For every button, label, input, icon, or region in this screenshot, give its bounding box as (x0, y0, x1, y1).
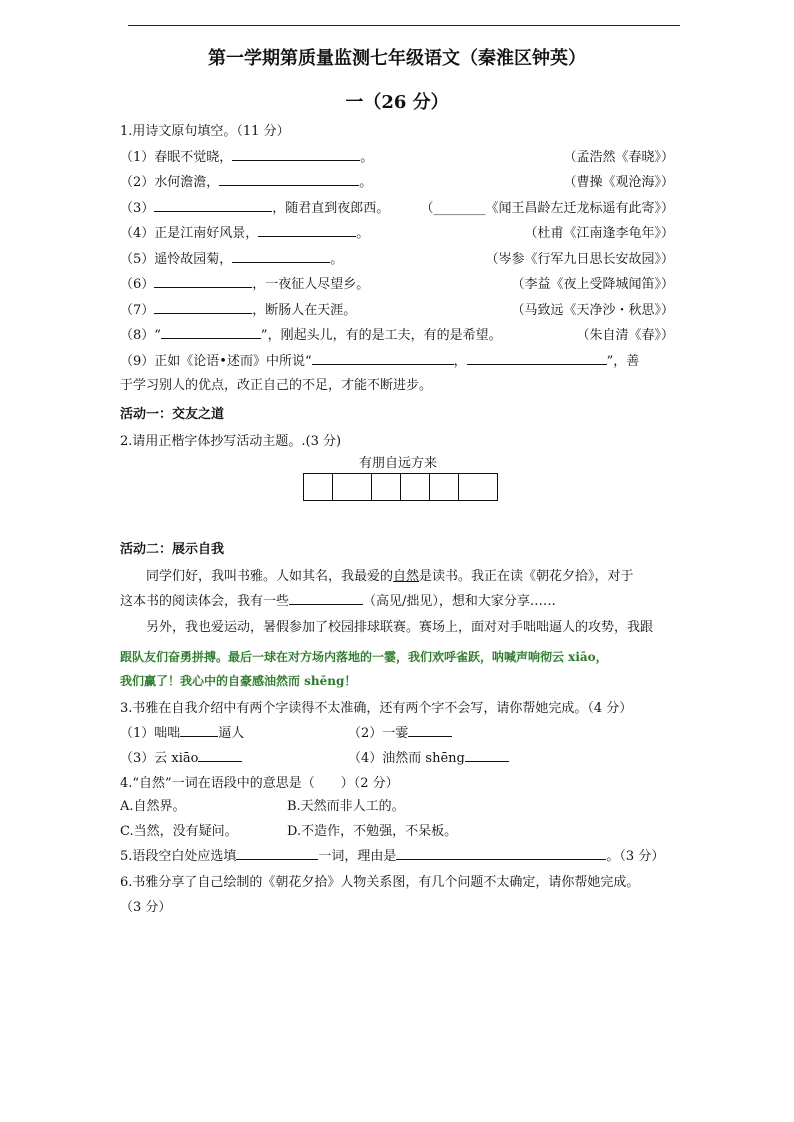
answer-blank[interactable] (236, 847, 318, 860)
answer-blank[interactable] (154, 199, 272, 212)
q1-item-5: （5）遥怜故园菊， 。 (120, 252, 344, 267)
question-4-stem: 4.“自然”一词在语段中的意思是（ ）（2 分） (120, 776, 399, 791)
section-heading: 一（26 分） (345, 92, 449, 113)
q1-item-4-source: （杜甫《江南逢李龟年》） (524, 226, 674, 241)
q3-item-1: （1）咄咄 逼人 (120, 726, 245, 741)
answer-blank[interactable] (312, 352, 454, 365)
q1-item-2-source: （曹操《观沧海》） (563, 175, 674, 190)
q1-item-1-source: （孟浩然《春晓》） (563, 150, 674, 165)
answer-blank[interactable] (467, 352, 607, 365)
activity-2-heading: 活动二：展示自我 (120, 542, 225, 557)
q4-option-d[interactable]: D.不造作，不勉强，不呆板。 (287, 824, 458, 839)
question-6-line-1: 6.书雅分享了自己绘制的《朝花夕拾》人物关系图，有几个问题不太确定，请你帮她完成。 (120, 875, 640, 890)
q1-item-3: （3） ，随君直到夜郎西。 (120, 201, 390, 216)
passage-line-5: 我们赢了！我心中的自豪感油然而 shēng！ (120, 674, 357, 688)
q1-item-5-source: （岑参《行军九日思长安故园》） (485, 252, 674, 267)
question-2-stem: 2.请用正楷字体抄写活动主题。.(3 分) (120, 434, 342, 449)
answer-blank[interactable] (198, 749, 242, 762)
q4-option-b[interactable]: B.天然而非人工的。 (287, 799, 405, 814)
writing-grid[interactable] (303, 473, 497, 501)
header-rule (128, 25, 680, 26)
answer-blank[interactable] (465, 749, 509, 762)
grid-cell[interactable] (429, 473, 459, 501)
q1-item-7: （7） ，断肠人在天涯。 (120, 303, 357, 318)
q1-item-9-cont: 于学习别人的优点，改正自己的不足，才能不断进步。 (120, 378, 433, 393)
passage-line-1: 同学们好，我叫书雅。人如其名，我最爱的自然是读书。我正在读《朝花夕拾》，对于 (146, 569, 634, 584)
answer-blank[interactable] (258, 224, 356, 237)
q1-item-3-source: （________《闻王昌龄左迁龙标遥有此寄》） (420, 201, 674, 216)
passage-line-2: 这本书的阅读体会，我有一些 （高见/拙见），想和大家分享…… (120, 594, 556, 609)
q1-item-7-source: （马致远《天净沙・秋思》） (511, 303, 674, 318)
grid-caption: 有朋自远方来 (358, 456, 437, 471)
q4-option-a[interactable]: A.自然界。 (120, 799, 186, 814)
answer-blank[interactable] (232, 250, 330, 263)
q3-item-3: （3）云 xiāo (120, 747, 242, 766)
passage-line-4: 跟队友们奋勇拼搏。最后一球在对方场内落地的一霎，我们欢呼雀跃，呐喊声响彻云 xiāo， (120, 650, 608, 664)
answer-blank[interactable] (154, 275, 252, 288)
q1-item-6: （6） ，一夜征人尽望乡。 (120, 277, 370, 292)
q1-item-4: （4）正是江南好风景， 。 (120, 226, 370, 241)
q1-item-2: （2）水何澹澹， 。 (120, 175, 373, 190)
q1-item-1: （1）春眠不觉晓， 。 (120, 150, 374, 165)
grid-cell[interactable] (303, 473, 333, 501)
answer-blank[interactable] (161, 326, 261, 339)
q1-item-6-source: （李益《夜上受降城闻笛》） (511, 277, 674, 292)
answer-blank[interactable] (408, 724, 452, 737)
q1-item-8-source: （朱自清《春》） (576, 328, 674, 343)
q3-item-2: （2）一霎 (348, 722, 452, 741)
question-6-line-2: （3 分） (120, 900, 172, 915)
q1-item-9: （9）正如《论语•述而》中所说“ ， ”，善 (120, 354, 640, 369)
answer-blank[interactable] (219, 173, 359, 186)
answer-blank[interactable] (289, 592, 363, 605)
answer-blank[interactable] (232, 148, 360, 161)
question-5: 5.语段空白处应选填 一词，理由是 。（3 分） (120, 849, 665, 864)
page-title: 第一学期第质量监测七年级语文（秦淮区钟英） (208, 48, 586, 69)
answer-blank[interactable] (180, 724, 218, 737)
grid-cell[interactable] (400, 473, 430, 501)
grid-cell[interactable] (371, 473, 401, 501)
answer-blank[interactable] (154, 301, 252, 314)
q4-option-c[interactable]: C.当然，没有疑问。 (120, 824, 238, 839)
grid-cell[interactable] (458, 473, 498, 501)
answer-blank[interactable] (396, 847, 606, 860)
passage-line-3: 另外，我也爱运动，暑假参加了校园排球联赛。赛场上，面对对手咄咄逼人的攻势，我跟 (146, 620, 654, 635)
q3-item-4: （4）油然而 shēng (348, 747, 509, 766)
question-3-stem: 3.书雅在自我介绍中有两个字读得不太准确，还有两个字不会写，请你帮她完成。（4 分） (120, 701, 633, 716)
q1-item-8: （8）“ ”，刚起头儿，有的是工夫，有的是希望。 (120, 328, 502, 343)
activity-1-heading: 活动一：交友之道 (120, 407, 225, 422)
question-1-stem: 1.用诗文原句填空。（11 分） (120, 124, 290, 139)
grid-cell[interactable] (332, 473, 372, 501)
